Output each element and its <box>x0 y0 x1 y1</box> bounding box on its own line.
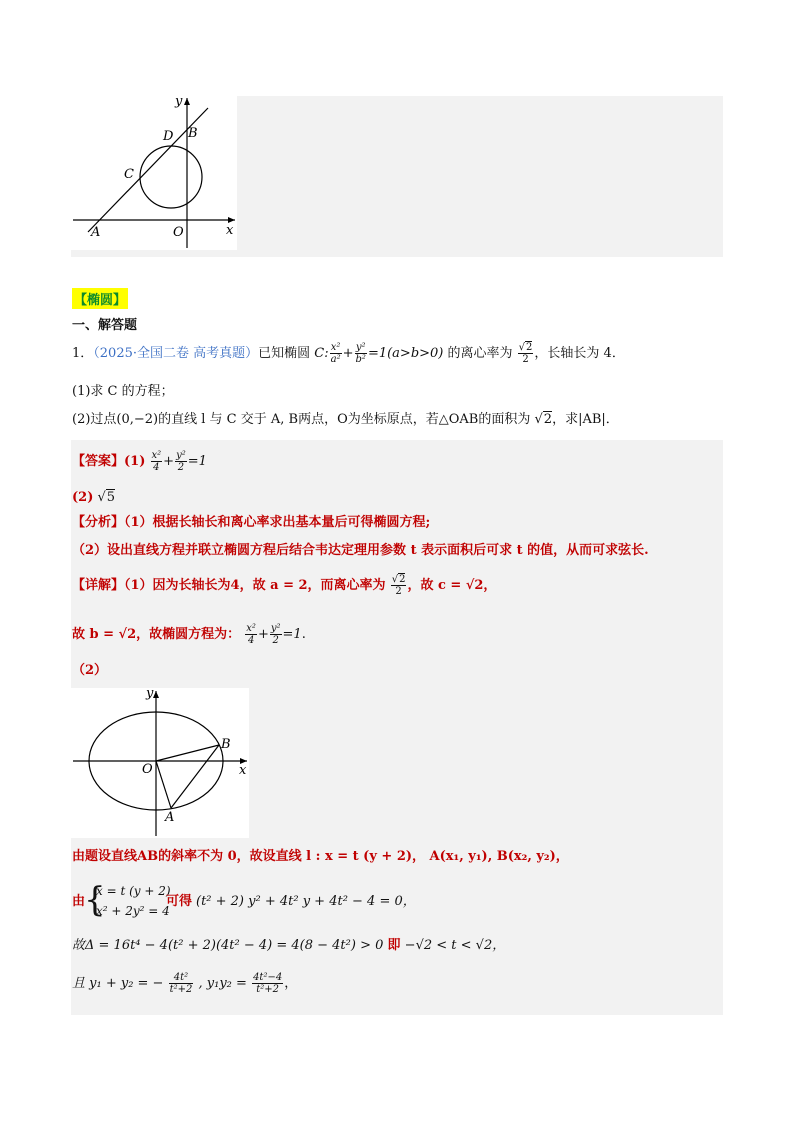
problem-part1: (1)求 C 的方程； <box>72 384 174 399</box>
step-3 <box>72 937 505 955</box>
detail2-equation: $\frac{\text{x²}}{4}$ + $\frac{\text{y²}}{2}$ =1 <box>246 623 302 646</box>
detail2-a: 故 b = √2，故椭圆方程为： <box>72 627 241 642</box>
answer1-prefix: (1) <box>124 454 146 469</box>
fig1-label-B: B <box>188 126 198 141</box>
figure-line-circle <box>71 96 237 250</box>
analysis-line-1 <box>72 514 430 532</box>
analysis-2: （2）设出直线方程并联立椭圆方程后结合韦达定理用参数 t 表示面积后可求 t 的值，从而可求弦长. <box>72 543 649 558</box>
analysis-1: （1）根据长轴长和离心率求出基本量后可得椭圆方程; <box>124 515 431 530</box>
step4-fraction-product: $\frac{\text{4t²−4}}{\text{t²+2}}$ <box>253 972 283 995</box>
answer-line-2: (2) √5 <box>72 490 116 505</box>
step2-mid: 可得 <box>166 894 193 909</box>
problem-source: （2025·全国二卷 高考真题） <box>93 346 259 361</box>
answer-tag: 【答案】 <box>72 454 125 469</box>
step3-c: −√2 < t < √2， <box>404 938 506 953</box>
problem-stem <box>72 341 625 367</box>
step4-c: ， <box>284 976 298 991</box>
step-4 <box>72 970 297 998</box>
figure-ellipse <box>71 688 249 838</box>
analysis-label: 【分析】 <box>72 515 125 530</box>
fig1-label-A: A <box>91 225 101 240</box>
detail-label: 【详解】 <box>72 578 125 593</box>
fig1-label-D: D <box>163 129 174 144</box>
step3-a: 故Δ = 16t⁴ − 4(t² + 2)(4t² − 4) = 4(8 − 4t²) > 0 <box>72 938 384 953</box>
step3-b: 即 <box>387 938 401 953</box>
problem-part2-b: ，求|AB|． <box>552 412 619 427</box>
step4-a: 且 y₁ + y₂ = − <box>72 976 164 991</box>
ellipse-equation: C: $\frac{\text{x²}}{\text{a²}}$ + $\frac{\text{y²}}{\text{b²}}$ =1(a>b>0) <box>314 342 444 365</box>
detail1-b: ，故 c = √2， <box>407 578 497 593</box>
step4-b: , y₁y₂ = <box>198 976 247 991</box>
fig1-label-C: C <box>124 167 134 182</box>
section-tag: 【椭圆】 <box>72 288 128 309</box>
fig1-label-x: x <box>226 223 234 238</box>
answer1-equation: $\frac{\text{x²}}{4}$ + $\frac{\text{y²}}{2}$ =1 <box>151 450 207 473</box>
part2-label: （2） <box>72 663 108 678</box>
problem-stem-c: ，长轴长为 4． <box>534 346 625 361</box>
section-heading: 一、解答题 <box>72 318 138 333</box>
step2-equation: (t² + 2) y² + 4t² y + 4t² − 4 = 0， <box>196 894 416 909</box>
step2-brace: { <box>84 880 106 920</box>
fig1-label-y: y <box>175 96 183 109</box>
problem-stem-a: 已知椭圆 <box>258 346 311 361</box>
eccentricity-fraction: $\frac{√2}{2}$ <box>518 342 533 365</box>
problem-part2-a: (2)过点(0,−2)的直线 l 与 C 交于 A, B两点，O为坐标原点，若△OAB的面积为 <box>72 412 531 427</box>
answer2-label: (2) <box>72 490 94 505</box>
step2-prefix: 由 <box>72 894 86 909</box>
detail-line-1 <box>72 572 496 600</box>
fig2-label-B: B <box>221 737 231 752</box>
detail-line-2: 故 b = √2，故椭圆方程为： $\frac{\text{x²}}{4}$ + $\frac{\text{y²}}{2}$ =1. <box>72 623 306 646</box>
step-1: 由题设直线AB的斜率不为 0，故设直线 l : x = t (y + 2)， A(x₁, y₁), B(x₂, y₂)， <box>72 849 569 864</box>
fig2-label-A: A <box>165 810 175 825</box>
step4-fraction-sum: $\frac{\text{4t²}}{\text{t²+2}}$ <box>169 972 193 995</box>
detail1-a: （1）因为长轴长为4，故 a = 2，而离心率为 <box>124 578 386 593</box>
fig2-label-x: x <box>239 763 247 778</box>
problem-part2: (2)过点(0,−2)的直线 l 与 C 交于 A, B两点，O为坐标原点，若△OAB的面积为 √2，求|AB|． <box>72 412 619 427</box>
problem-stem-b: 的离心率为 <box>447 346 513 361</box>
problem-number: 1． <box>72 346 94 361</box>
fig2-label-y: y <box>146 688 154 701</box>
answer-line-1 <box>72 450 207 474</box>
fig2-label-O: O <box>142 762 153 777</box>
step2-system-line-2: x² + 2y² = 4 <box>96 904 170 918</box>
fig1-label-O: O <box>173 225 184 240</box>
detail-eccentricity-fraction: $\frac{√2}{2}$ <box>391 574 406 597</box>
step2-system-line-1: x = t (y + 2) <box>96 884 171 898</box>
